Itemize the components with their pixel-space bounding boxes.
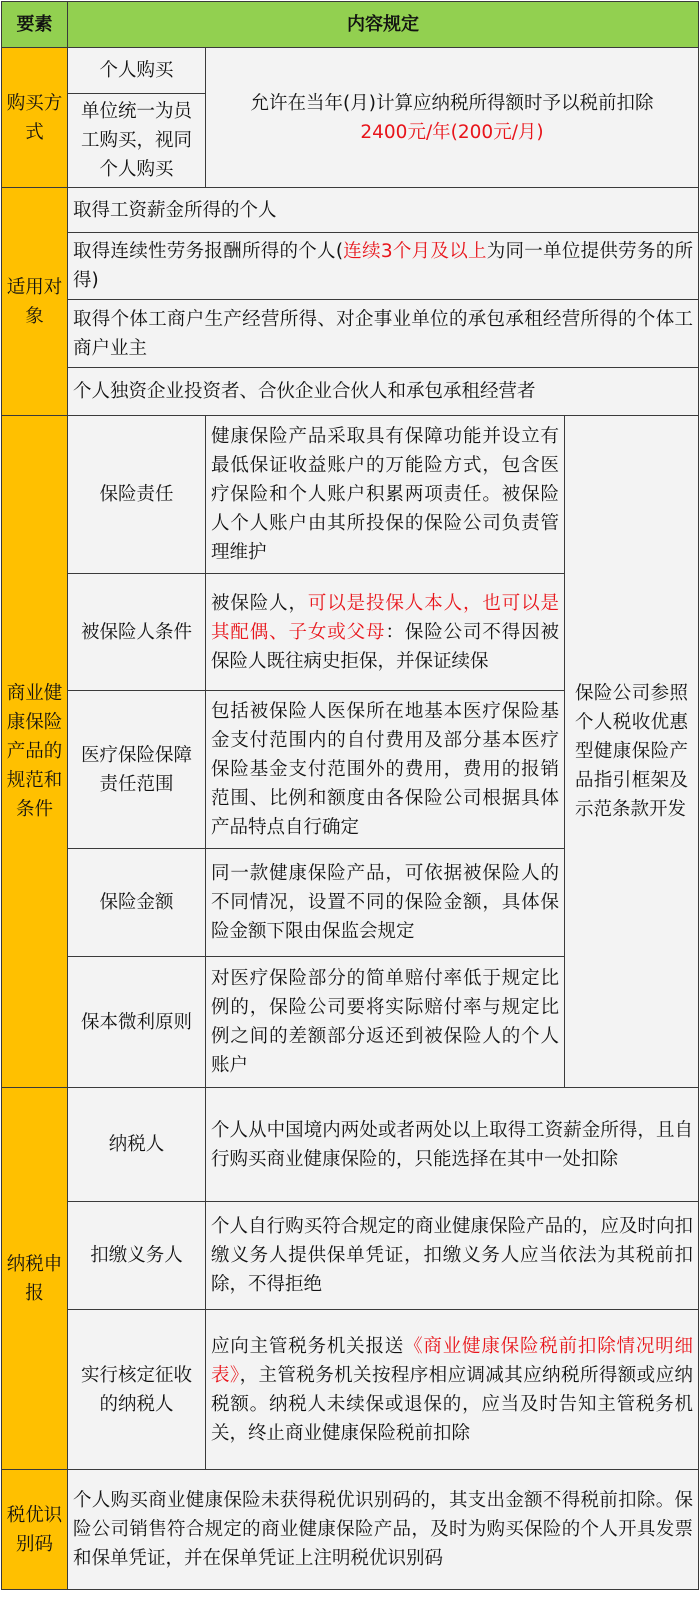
purchase-deduction-amount: 2400元/年(200元/月) xyxy=(360,121,544,143)
header-row xyxy=(2,2,699,48)
applicable-business: 取得个体工商户生产经营所得、对企事业单位的承包承租经营所得的个体工商户业主 xyxy=(68,300,699,368)
withholder-label: 扣缴义务人 xyxy=(68,1202,206,1310)
purchase-employer: 单位统一为员工购买，视同个人购买 xyxy=(68,94,206,188)
purchase-row-1 xyxy=(2,48,699,94)
applicable-investor: 个人独资企业投资者、合伙企业合伙人和承包承租经营者 xyxy=(68,368,699,416)
assessed-text-start: 应向主管税务机关报送 xyxy=(211,1335,405,1357)
assessed-text-end: ，主管税务机关按程序相应调减其应纳税所得额或应纳税额。纳税人未续保或退保的，应当及时告知主管税务机关，终止商业健康保险税前扣除 xyxy=(211,1364,694,1444)
applicable-label: 适用对象 xyxy=(2,188,68,416)
tax-deduction-table xyxy=(1,1,699,1590)
principle-text: 对医疗保险部分的简单赔付率低于规定比例的，保险公司要将实际赔付率与规定比例之间的差额部分返还到被保险人的个人账户 xyxy=(206,957,565,1088)
applicable-salary: 取得工资薪金所得的个人 xyxy=(68,188,699,233)
liability-text: 健康保险产品采取具有保障功能并设立有最低保证收益账户的万能险方式，包含医疗保险和个人账户积累两项责任。被保险人个人账户由其所投保的保险公司负责管理维护 xyxy=(206,416,565,574)
filing-row-2 xyxy=(2,1202,699,1310)
purchase-deduction-text: 允许在当年(月)计算应纳税所得额时予以税前扣除 xyxy=(250,92,654,114)
taxpayer-label: 纳税人 xyxy=(68,1088,206,1202)
taxcode-row xyxy=(2,1470,699,1590)
applicable-labor xyxy=(68,233,699,300)
scope-text: 包括被保险人医保所在地基本医疗保险基金支付范围内的自付费用及部分基本医疗保险基金支付范围外的费用，费用的报销范围、比例和额度由各保险公司根据具体产品特点自行确定 xyxy=(206,691,565,849)
applicable-row-2 xyxy=(2,233,699,300)
assessed-label: 实行核定征收的纳税人 xyxy=(68,1310,206,1470)
amount-label: 保险金额 xyxy=(68,849,206,957)
header-element: 要素 xyxy=(2,2,68,48)
withholder-text: 个人自行购买符合规定的商业健康保险产品的，应及时向扣缴义务人提供保单凭证，扣缴义务人应当依法为其税前扣除，不得拒绝 xyxy=(206,1202,699,1310)
amount-text: 同一款健康保险产品，可依据被保险人的不同情况，设置不同的保险金额，具体保险金额下限由保监会规定 xyxy=(206,849,565,957)
taxcode-text: 个人购买商业健康保险未获得税优识别码的，其支出金额不得税前扣除。保险公司销售符合规定的商业健康保险产品，及时为购买保险的个人开具发票和保单凭证，并在保单凭证上注明税优识别码 xyxy=(68,1470,699,1590)
purchase-label: 购买方式 xyxy=(2,48,68,188)
insured-label: 被保险人条件 xyxy=(68,574,206,691)
header-content: 内容规定 xyxy=(68,2,699,48)
applicable-row-4 xyxy=(2,368,699,416)
commercial-side-note: 保险公司参照个人税收优惠型健康保险产品指引框架及示范条款开发 xyxy=(565,416,699,1088)
taxcode-label: 税优识别码 xyxy=(2,1470,68,1590)
applicable-labor-text-end: 为同一单位提供劳务的所得) xyxy=(73,241,693,291)
assessed-text-highlight: 《商业健康保险税前扣除情况明细表》 xyxy=(211,1335,693,1386)
scope-label: 医疗保险保障责任范围 xyxy=(68,691,206,849)
insured-text-highlight: 可以是投保人本人，也可以是其配偶、子女或父母 xyxy=(211,592,559,643)
purchase-deduction xyxy=(206,48,699,188)
liability-label: 保险责任 xyxy=(68,416,206,574)
applicable-labor-highlight: 连续3个月及以上 xyxy=(343,241,487,262)
filing-label: 纳税申报 xyxy=(2,1088,68,1470)
filing-row-3 xyxy=(2,1310,699,1470)
applicable-row-3 xyxy=(2,300,699,368)
insured-text-end: ：保险公司不得因被保险人既往病史拒保，并保证续保 xyxy=(211,621,559,672)
applicable-labor-text: 取得连续性劳务报酬所得的个人( xyxy=(73,241,344,262)
insured-text-start: 被保险人， xyxy=(211,592,308,614)
commercial-label: 商业健康保险产品的规范和条件 xyxy=(2,416,68,1088)
principle-label: 保本微利原则 xyxy=(68,957,206,1088)
applicable-row-1 xyxy=(2,188,699,233)
purchase-individual: 个人购买 xyxy=(68,48,206,94)
commercial-row-1 xyxy=(2,416,699,574)
filing-row-1 xyxy=(2,1088,699,1202)
assessed-text xyxy=(206,1310,699,1470)
insured-text xyxy=(206,574,565,691)
taxpayer-text: 个人从中国境内两处或者两处以上取得工资薪金所得，且自行购买商业健康保险的，只能选择在其中一处扣除 xyxy=(206,1088,699,1202)
